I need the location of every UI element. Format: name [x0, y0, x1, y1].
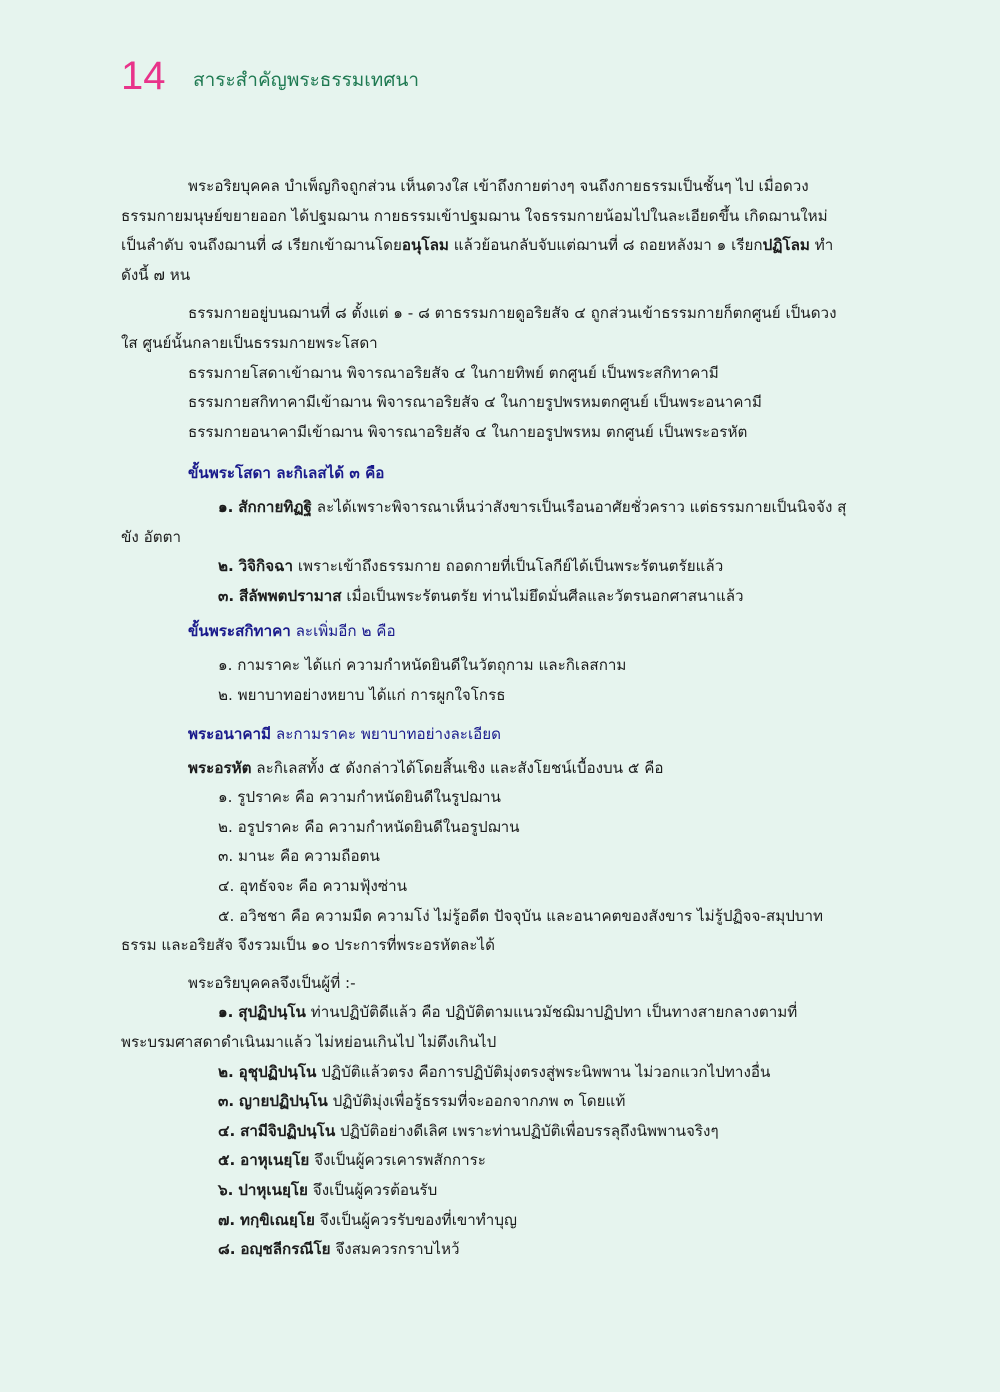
section-heading-sakadagami: [121, 617, 851, 647]
bold-term: สีลัพพตปรามาส: [238, 586, 342, 605]
heading-text: พระอนาคามี: [188, 725, 272, 744]
section-heading-anagami: [121, 720, 851, 750]
heading-text: ขั้นพระโสดา ละกิเลสได้ ๓ คือ: [188, 464, 385, 483]
list-item: [121, 1206, 851, 1236]
paragraph-text: ทำดังนี้ ๗ หน: [121, 236, 834, 284]
item-number: ๖.: [218, 1181, 234, 1199]
list-item: [121, 1087, 851, 1117]
running-title: สาระสำคัญพระธรรมเทศนา: [193, 69, 420, 91]
list-item: ๒. อรูปราคะ คือ ความกำหนัดยินดีในอรูปฌาน: [218, 817, 520, 836]
bold-term: สุปฏิปนฺโน: [238, 1003, 306, 1022]
item-number: ๒.: [218, 557, 234, 576]
item-number: ๕.: [218, 1151, 236, 1170]
list-item: [121, 493, 851, 552]
list-item: [121, 998, 851, 1057]
list-item: ๓. มานะ คือ ความถือตน: [218, 847, 380, 866]
bold-term: สักกายทิฏฐิ: [238, 497, 312, 516]
list-item: [121, 1058, 851, 1088]
item-number: ๓.: [218, 586, 235, 605]
item-number: ๑.: [218, 1003, 234, 1022]
list-item: ๑. รูปราคะ คือ ความกำหนัดยินดีในรูปฌาน: [218, 788, 501, 807]
item-text: จึงเป็นผู้ควรรับของที่เขาทำบุญ: [314, 1210, 517, 1229]
attainment-line: ธรรมกายอนาคามีเข้าฌาน พิจารณาอริยสัจ ๔ ในกายอรูปพรหม ตกศูนย์ เป็นพระอรหัต: [188, 422, 748, 441]
bold-term: ปาหุเนยฺโย: [238, 1181, 308, 1199]
page-number: 14: [121, 54, 166, 98]
bold-term: อนุโลม: [401, 236, 449, 255]
section-heading-sotapanna: [121, 459, 851, 489]
attainment-line: ธรรมกายโสดาเข้าฌาน พิจารณาอริยสัจ ๔ ในกายทิพย์ ตกศูนย์ เป็นพระสกิทาคามี: [188, 363, 719, 382]
bold-term: วิจิกิจฉา: [238, 557, 294, 576]
bold-term: อาหุเนยฺโย: [240, 1151, 310, 1170]
item-text: เมื่อเป็นพระรัตนตรัย ท่านไม่ยึดมั่นศีลและวัตรนอกศาสนาแล้ว: [341, 586, 744, 605]
item-text: ปฏิบัติมุ่งเพื่อรู้ธรรมที่จะออกจากภพ ๓ โดยแท้: [327, 1092, 626, 1111]
item-text: จึงสมควรกราบไหว้: [330, 1240, 460, 1259]
item-number: ๑.: [218, 497, 234, 516]
list-item: [121, 582, 851, 612]
bold-term: ปฏิโลม: [762, 236, 810, 255]
list-item: ๑. กามราคะ ได้แก่ ความกำหนัดยินดีในวัตถุกาม และกิเลสกาม: [218, 655, 627, 674]
heading-rest: ละเพิ่มอีก ๒ คือ: [290, 622, 396, 641]
item-text: จึงเป็นผู้ควรเคารพสักการะ: [309, 1151, 486, 1170]
list-item: ๕. อวิชชา คือ ความมืด ความโง่ ไม่รู้อดีต ปัจจุบัน และอนาคตของสังขาร ไม่รู้ปฏิจจ-สมุปบาทธรรม และอริยสัจ จึงรวมเป็น ๑๐ ประการที่พระอรหัตละได้: [121, 906, 824, 955]
paragraph-intro: [121, 172, 851, 290]
paragraph-text: แล้วย้อนกลับจับแต่ฌานที่ ๘ ถอยหลังมา ๑ เรียก: [448, 236, 763, 255]
body-text: [121, 172, 851, 1265]
heading-text: ขั้นพระสกิทาคา: [188, 622, 291, 641]
item-text: จึงเป็นผู้ควรต้อนรับ: [307, 1181, 438, 1199]
item-number: ๓.: [218, 1092, 235, 1111]
item-text: ปฏิบัติอย่างดีเลิศ เพราะท่านปฏิบัติเพื่อบรรลุถึงนิพพานจริงๆ: [335, 1121, 719, 1140]
list-item: [121, 1146, 851, 1176]
list-item: [121, 1235, 851, 1265]
list-item: ๔. อุทธัจจะ คือ ความฟุ้งซ่าน: [218, 877, 408, 896]
list-item: [121, 1176, 851, 1206]
heading-rest: ละกามราคะ พยาบาทอย่างละเอียด: [271, 725, 502, 744]
heading-text: พระอรหัต: [188, 758, 252, 777]
item-text: เพราะเข้าถึงธรรมกาย ถอดกายที่เป็นโลกีย์ได้เป็นพระรัตนตรัยแล้ว: [293, 557, 724, 576]
section-heading-arahant: [121, 754, 851, 784]
list-item: ๒. พยาบาทอย่างหยาบ ได้แก่ การผูกใจโกรธ: [218, 685, 506, 704]
bold-term: อุชุปฏิปนฺโน: [238, 1062, 317, 1081]
paragraph-dhammakaya: ธรรมกายอยู่บนฌานที่ ๘ ตั้งแต่ ๑ - ๘ ตาธรรมกายดูอริยสัจ ๔ ถูกส่วนเข้าธรรมกายก็ตกศูนย์ เป็นดวงใส ศูนย์นั้นกลายเป็นธรรมกายพระโสดา: [121, 304, 837, 352]
item-text: ละได้เพราะพิจารณาเห็นว่าสังขารเป็นเรือนอาศัยชั่วคราว แต่ธรรมกายเป็นนิจจัง สุขัง อัตตา: [121, 497, 847, 546]
item-text: ปฏิบัติแล้วตรง คือการปฏิบัติมุ่งตรงสู่พระนิพพาน ไม่วอกแวกไปทางอื่น: [316, 1062, 771, 1081]
list-item: [121, 552, 851, 582]
list-item: [121, 1117, 851, 1147]
bold-term: ญายปฏิปนฺโน: [238, 1092, 328, 1111]
item-number: ๒.: [218, 1062, 234, 1081]
paragraph-text: พระอริยบุคคล บำเพ็ญกิจถูกส่วน เห็นดวงใส เข้าถึงกายต่างๆ จนถึงกายธรรมเป็นชั้นๆ ไป เมื่อดวงธรรมกายมนุษย์ขยายออก ได้ปฐมฌาน กายธรรมเข้าปฐมฌาน ใจธรรมกายน้อมไปในละเอียดขึ้น เกิดฌานใหม่เป็นลำดับ จนถึงฌานที่ ๘ เรียกเข้าฌานโดย: [121, 177, 828, 255]
item-number: ๔.: [218, 1121, 236, 1140]
bold-term: สามีจิปฏิปนฺโน: [240, 1121, 336, 1140]
bold-term: ทกฺขิเณยฺโย: [240, 1210, 315, 1229]
attainment-line: ธรรมกายสกิทาคามีเข้าฌาน พิจารณาอริยสัจ ๔ ในกายรูปพรหมตกศูนย์ เป็นพระอนาคามี: [188, 393, 762, 412]
qualities-intro: พระอริยบุคคลจึงเป็นผู้ที่ :-: [188, 973, 356, 992]
item-number: ๘.: [218, 1240, 236, 1259]
item-text: ท่านปฏิบัติดีแล้ว คือ ปฏิบัติตามแนวมัชฌิมาปฏิปทา เป็นทางสายกลางตามที่พระบรมศาสดาดำเนินมาแล้ว ไม่หย่อนเกินไป ไม่ตึงเกินไป: [121, 1003, 798, 1052]
item-number: ๗.: [218, 1210, 236, 1229]
bold-term: อญฺชลีกรณีโย: [240, 1240, 331, 1259]
heading-rest: ละกิเลสทั้ง ๕ ดังกล่าวได้โดยสิ้นเชิง และสังโยชน์เบื้องบน ๕ คือ: [251, 758, 664, 777]
